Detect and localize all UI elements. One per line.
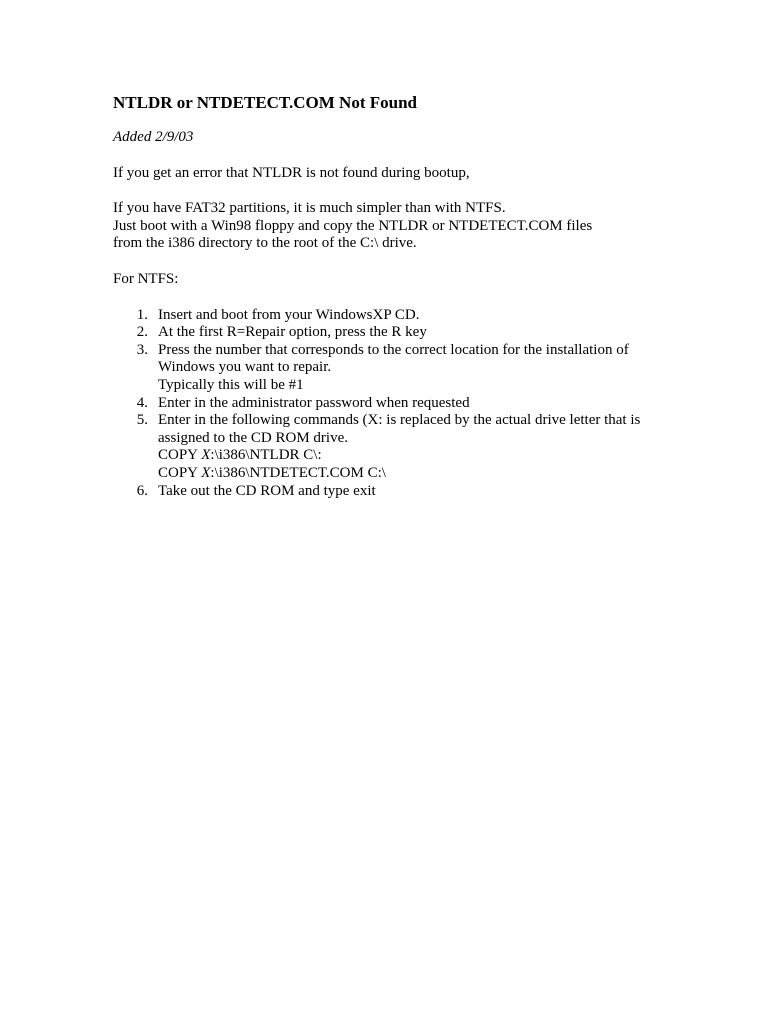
drive-letter: X (201, 447, 211, 464)
step-number: 1. (136, 306, 148, 323)
command-path: :\i386\NTLDR C\: (210, 447, 322, 464)
command-line (158, 447, 673, 465)
step-number: 5. (136, 412, 148, 429)
command-line (158, 465, 673, 483)
list-item (113, 324, 673, 342)
step-number: 6. (136, 482, 148, 499)
fat32-paragraph (113, 200, 673, 253)
added-date: Added 2/9/03 (113, 129, 194, 145)
command-prefix: COPY (158, 447, 202, 464)
step-text: At the first R=Repair option, press the R key (158, 324, 427, 341)
step-number: 3. (136, 341, 148, 358)
drive-letter: X (201, 464, 211, 481)
command-path: :\i386\NTDETECT.COM C:\ (210, 464, 386, 481)
document-title: NTLDR or NTDETECT.COM Not Found (113, 93, 417, 112)
ntfs-heading: For NTFS: (113, 270, 179, 287)
document-page (113, 92, 673, 500)
intro-paragraph: If you get an error that NTLDR is not found during bootup, (113, 164, 470, 181)
step-text: Enter in the following commands (X: is replaced by the actual drive letter that is assigned to the CD ROM drive. (158, 412, 641, 446)
fat32-line: If you have FAT32 partitions, it is much simpler than with NTFS. (113, 200, 506, 217)
step-number: 4. (136, 394, 148, 411)
list-item (113, 483, 673, 501)
list-item (113, 412, 673, 482)
fat32-line: from the i386 directory to the root of the C:\ drive. (113, 235, 417, 252)
step-text: Press the number that corresponds to the correct location for the installation of Windows you want to repair. (158, 341, 629, 376)
fat32-line: Just boot with a Win98 floppy and copy the NTLDR or NTDETECT.COM files (113, 217, 593, 234)
list-item (113, 342, 673, 395)
list-item (113, 395, 673, 413)
step-text: Insert and boot from your WindowsXP CD. (158, 306, 420, 323)
step-text: Take out the CD ROM and type exit (158, 482, 376, 499)
list-item (113, 307, 673, 325)
step-number: 2. (136, 324, 148, 341)
step-text: Enter in the administrator password when requested (158, 394, 470, 411)
command-prefix: COPY (158, 464, 202, 481)
ntfs-steps-list (113, 307, 673, 501)
step-note: Typically this will be #1 (158, 376, 304, 393)
